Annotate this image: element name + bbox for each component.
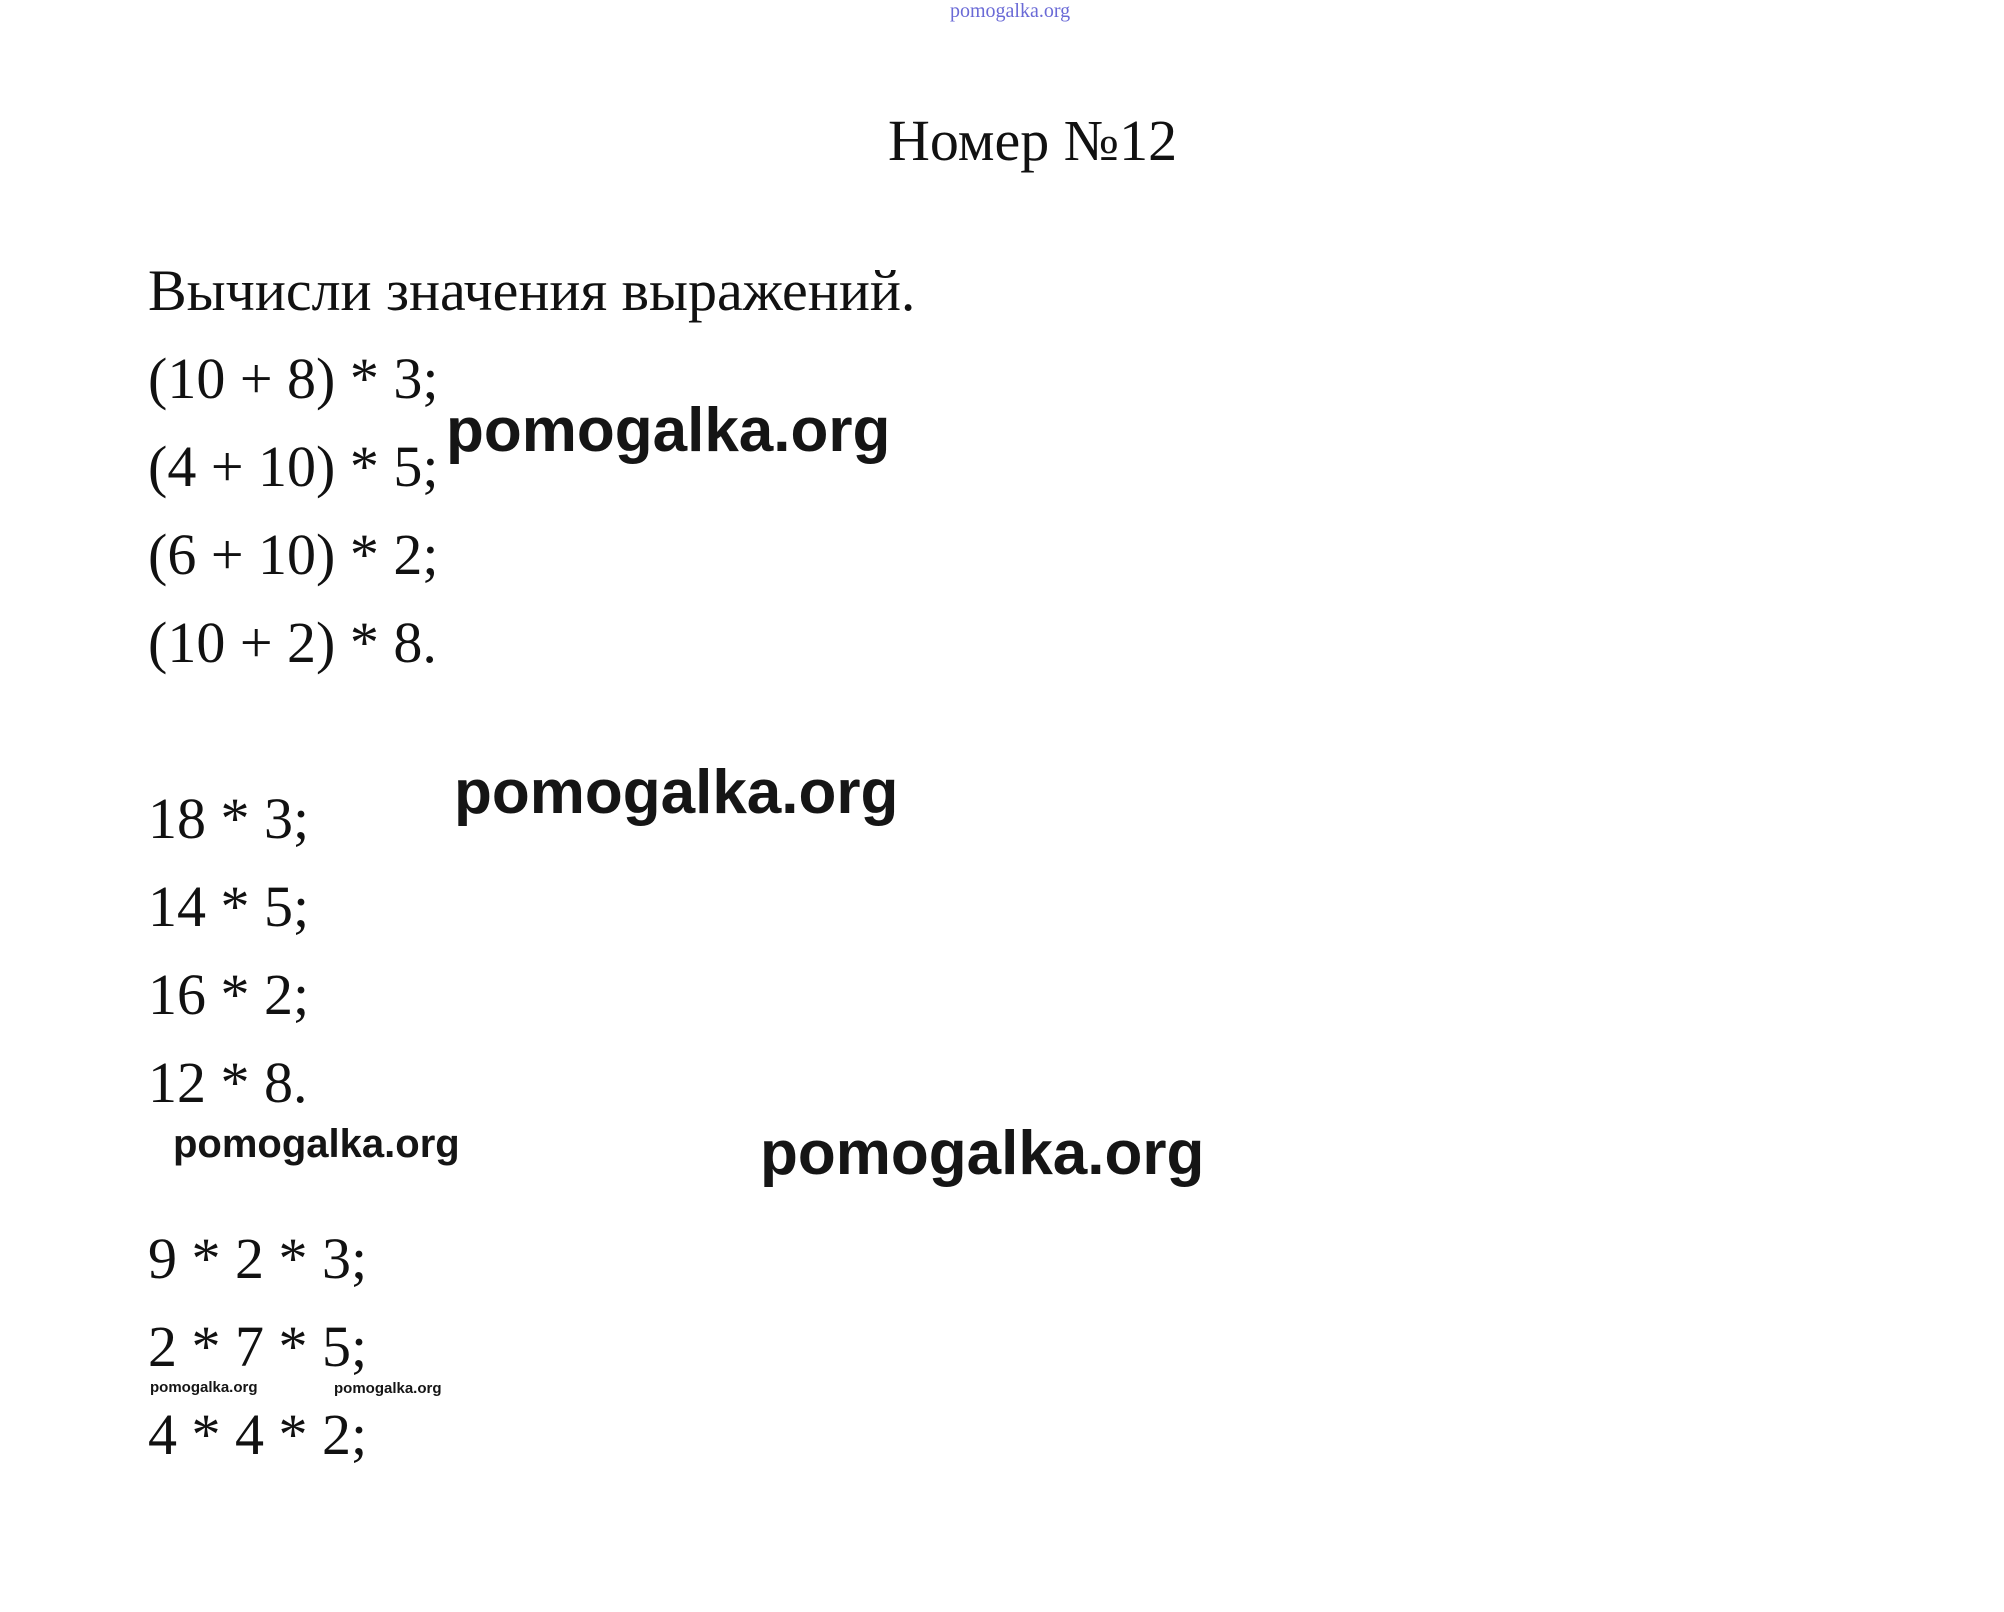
site-link[interactable]: pomogalka.org (950, 0, 1071, 22)
task-expression-4: (10 + 2) * 8. (148, 610, 437, 675)
task-expression-2: (4 + 10) * 5; (148, 434, 439, 499)
task-expression-1: (10 + 8) * 3; (148, 346, 439, 411)
watermark-3: pomogalka.org (173, 1122, 460, 1166)
solution-step2-line-2: 2 * 7 * 5; (148, 1314, 368, 1379)
watermark-1: pomogalka.org (446, 396, 891, 465)
task-instruction: Вычисли значения выражений. (148, 258, 916, 323)
page-title: Номер №12 (888, 108, 1178, 173)
watermark-4: pomogalka.org (760, 1119, 1205, 1188)
solution-step2-line-3: 4 * 4 * 2; (148, 1402, 368, 1467)
solution-step1-line-2: 14 * 5; (148, 874, 310, 939)
task-expression-3: (6 + 10) * 2; (148, 522, 439, 587)
watermark-2: pomogalka.org (454, 758, 899, 827)
solution-step1-line-4: 12 * 8. (148, 1050, 308, 1115)
solution-step1-line-1: 18 * 3; (148, 786, 310, 851)
solution-step2-line-1: 9 * 2 * 3; (148, 1226, 368, 1291)
solution-step1-line-3: 16 * 2; (148, 962, 310, 1027)
watermark-5: pomogalka.org (150, 1379, 258, 1396)
watermark-6: pomogalka.org (334, 1380, 442, 1397)
